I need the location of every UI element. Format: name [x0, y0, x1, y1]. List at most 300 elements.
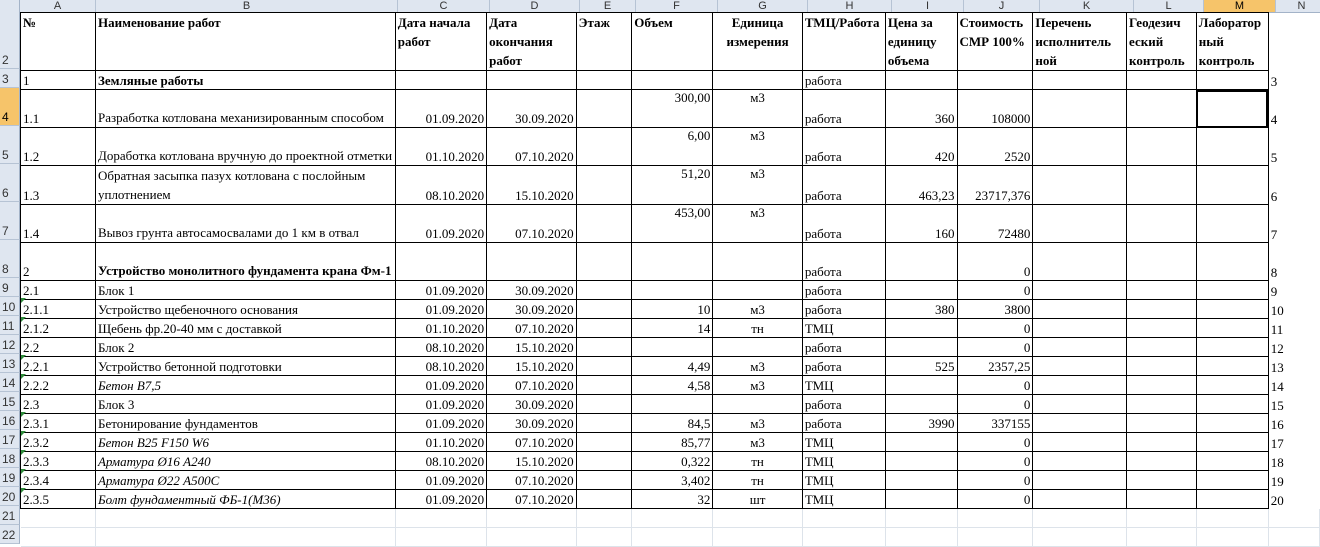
error-indicator-icon[interactable]: [21, 412, 26, 417]
cell-k[interactable]: [1033, 433, 1127, 452]
empty-cell[interactable]: [885, 528, 957, 547]
cell-i[interactable]: [885, 452, 957, 471]
cell-c[interactable]: 01.09.2020: [395, 490, 486, 509]
cell-f[interactable]: 6,00: [632, 128, 713, 166]
empty-cell[interactable]: [21, 509, 96, 528]
cell-m[interactable]: [1196, 319, 1268, 338]
error-indicator-icon[interactable]: [21, 374, 26, 379]
header-cell-l[interactable]: Геодезич еский контроль: [1127, 13, 1197, 71]
cell-n[interactable]: 7: [1270, 226, 1278, 242]
cell-h[interactable]: работа: [802, 166, 885, 205]
cell-k[interactable]: [1033, 205, 1127, 243]
cell-h[interactable]: ТМЦ: [802, 433, 885, 452]
column-header-b[interactable]: B: [96, 0, 398, 12]
cell-a[interactable]: 1.1: [21, 90, 96, 128]
column-header-a[interactable]: A: [20, 0, 96, 12]
column-header-d[interactable]: D: [490, 0, 580, 12]
cell-k[interactable]: [1033, 128, 1127, 166]
error-indicator-icon[interactable]: [21, 488, 26, 493]
empty-cell[interactable]: [1127, 528, 1197, 547]
cell-g[interactable]: м3: [713, 376, 802, 395]
cell-d[interactable]: 07.10.2020: [487, 128, 577, 166]
cell-k[interactable]: [1033, 357, 1127, 376]
cell-f[interactable]: [632, 338, 713, 357]
cell-g[interactable]: тн: [713, 471, 802, 490]
cell-b[interactable]: Блок 3: [95, 395, 395, 414]
cell-a[interactable]: 2.1: [21, 281, 96, 300]
cell-g[interactable]: [713, 395, 802, 414]
cell-h[interactable]: ТМЦ: [802, 376, 885, 395]
cell-h[interactable]: работа: [802, 338, 885, 357]
empty-cell[interactable]: [713, 509, 802, 528]
cell-b[interactable]: Земляные работы: [95, 71, 395, 90]
cell-k[interactable]: [1033, 319, 1127, 338]
cell-l[interactable]: [1127, 414, 1197, 433]
cell-b[interactable]: Разработка котлована механизированным способом: [95, 90, 395, 128]
cell-d[interactable]: 15.10.2020: [487, 357, 577, 376]
cell-a[interactable]: 2.2.2: [21, 376, 96, 395]
row-header[interactable]: [0, 506, 20, 525]
row-header[interactable]: [0, 335, 20, 354]
cell-b[interactable]: Бетон В7,5: [95, 376, 395, 395]
cell-a[interactable]: 2.3.5: [21, 490, 96, 509]
cell-h[interactable]: работа: [802, 414, 885, 433]
row-header[interactable]: [0, 69, 20, 88]
header-cell-a[interactable]: №: [21, 13, 96, 71]
cell-m[interactable]: [1196, 471, 1268, 490]
cell-l[interactable]: [1127, 71, 1197, 90]
cell-j[interactable]: 0: [957, 319, 1033, 338]
cell-m[interactable]: [1196, 205, 1268, 243]
cell-a[interactable]: 2.3: [21, 395, 96, 414]
cell-l[interactable]: [1127, 338, 1197, 357]
row-header[interactable]: [0, 278, 20, 297]
cell-k[interactable]: [1033, 90, 1127, 128]
cell-g[interactable]: [713, 243, 802, 281]
cell-e[interactable]: [576, 281, 632, 300]
cell-e[interactable]: [576, 243, 632, 281]
cell-e[interactable]: [576, 433, 632, 452]
cell-k[interactable]: [1033, 452, 1127, 471]
cell-h[interactable]: работа: [802, 281, 885, 300]
cell-g[interactable]: м3: [713, 128, 802, 166]
cell-f[interactable]: 0,322: [632, 452, 713, 471]
row-header[interactable]: [0, 126, 20, 164]
cell-d[interactable]: 30.09.2020: [487, 90, 577, 128]
error-indicator-icon[interactable]: [21, 431, 26, 436]
cell-n[interactable]: 6: [1270, 188, 1278, 204]
cell-k[interactable]: [1033, 376, 1127, 395]
cell-c[interactable]: 01.09.2020: [395, 300, 486, 319]
cell-h[interactable]: работа: [802, 395, 885, 414]
cell-f[interactable]: 51,20: [632, 166, 713, 205]
empty-cell[interactable]: [395, 528, 486, 547]
empty-cell[interactable]: [95, 528, 395, 547]
cell-m[interactable]: [1196, 452, 1268, 471]
cell-c[interactable]: 08.10.2020: [395, 357, 486, 376]
cell-h[interactable]: работа: [802, 128, 885, 166]
cell-n[interactable]: 5: [1270, 149, 1278, 165]
header-cell-d[interactable]: Дата окончания работ: [487, 13, 577, 71]
row-header[interactable]: [0, 449, 20, 468]
row-header[interactable]: [0, 468, 20, 487]
header-cell-b[interactable]: Наименование работ: [95, 13, 395, 71]
cell-c[interactable]: 01.09.2020: [395, 376, 486, 395]
cell-a[interactable]: 2.2.1: [21, 357, 96, 376]
empty-cell[interactable]: [576, 528, 632, 547]
column-header-n[interactable]: N: [1276, 0, 1320, 12]
cell-c[interactable]: 01.10.2020: [395, 319, 486, 338]
cell-a[interactable]: 1.3: [21, 166, 96, 205]
cell-n[interactable]: 18: [1270, 454, 1284, 470]
cell-e[interactable]: [576, 90, 632, 128]
cell-n[interactable]: 19: [1270, 473, 1284, 489]
cell-b[interactable]: Устройство щебеночного основания: [95, 300, 395, 319]
header-cell-j[interactable]: Стоимость СМР 100%: [957, 13, 1033, 71]
cell-c[interactable]: 01.09.2020: [395, 281, 486, 300]
cell-j[interactable]: 0: [957, 471, 1033, 490]
cell-i[interactable]: [885, 338, 957, 357]
cell-g[interactable]: м3: [713, 300, 802, 319]
cell-e[interactable]: [576, 128, 632, 166]
column-header-m[interactable]: M: [1204, 0, 1276, 12]
cell-f[interactable]: 453,00: [632, 205, 713, 243]
cell-i[interactable]: 525: [885, 357, 957, 376]
cell-a[interactable]: 2.1.1: [21, 300, 96, 319]
cell-a[interactable]: 2.3.3: [21, 452, 96, 471]
cell-b[interactable]: Бетонирование фундаментов: [95, 414, 395, 433]
cell-a[interactable]: 2.3.2: [21, 433, 96, 452]
cell-i[interactable]: 360: [885, 90, 957, 128]
cell-h[interactable]: работа: [802, 90, 885, 128]
cell-n[interactable]: 3: [1270, 73, 1278, 89]
cell-b[interactable]: Арматура Ø22 А500С: [95, 471, 395, 490]
cell-i[interactable]: 463,23: [885, 166, 957, 205]
cell-n[interactable]: 9: [1270, 283, 1278, 299]
cell-g[interactable]: тн: [713, 452, 802, 471]
cell-j[interactable]: 3800: [957, 300, 1033, 319]
cell-g[interactable]: м3: [713, 414, 802, 433]
cell-b[interactable]: Доработка котлована вручную до проектной отметки: [95, 128, 395, 166]
row-header[interactable]: [0, 202, 20, 240]
cell-a[interactable]: 2: [21, 243, 96, 281]
cell-f[interactable]: 4,49: [632, 357, 713, 376]
cell-i[interactable]: [885, 243, 957, 281]
empty-cell[interactable]: [802, 509, 885, 528]
empty-cell[interactable]: [487, 528, 577, 547]
cell-d[interactable]: 07.10.2020: [487, 433, 577, 452]
cell-j[interactable]: 0: [957, 490, 1033, 509]
empty-cell[interactable]: [1268, 509, 1319, 528]
empty-cell[interactable]: [1033, 509, 1127, 528]
cell-m[interactable]: [1196, 338, 1268, 357]
cell-d[interactable]: 30.09.2020: [487, 281, 577, 300]
cell-l[interactable]: [1127, 128, 1197, 166]
error-indicator-icon[interactable]: [21, 469, 26, 474]
cell-d[interactable]: 15.10.2020: [487, 452, 577, 471]
cell-e[interactable]: [576, 338, 632, 357]
row-header[interactable]: [0, 373, 20, 392]
cell-i[interactable]: 3990: [885, 414, 957, 433]
column-header-l[interactable]: L: [1134, 0, 1204, 12]
cell-c[interactable]: 01.09.2020: [395, 471, 486, 490]
row-header[interactable]: [0, 411, 20, 430]
cell-c[interactable]: 01.10.2020: [395, 128, 486, 166]
cell-b[interactable]: Болт фундаментный ФБ-1(М36): [95, 490, 395, 509]
cell-f[interactable]: 32: [632, 490, 713, 509]
cell-n[interactable]: 14: [1270, 378, 1284, 394]
cell-n[interactable]: 16: [1270, 416, 1284, 432]
cell-c[interactable]: 01.09.2020: [395, 395, 486, 414]
cell-f[interactable]: [632, 395, 713, 414]
cell-m[interactable]: [1196, 357, 1268, 376]
cell-k[interactable]: [1033, 71, 1127, 90]
cell-f[interactable]: 14: [632, 319, 713, 338]
cell-h[interactable]: работа: [802, 243, 885, 281]
selected-cell-m4[interactable]: [1196, 90, 1268, 128]
cell-d[interactable]: 15.10.2020: [487, 338, 577, 357]
cell-b[interactable]: Блок 2: [95, 338, 395, 357]
cell-m[interactable]: [1196, 433, 1268, 452]
cell-g[interactable]: м3: [713, 357, 802, 376]
column-header-c[interactable]: C: [398, 0, 490, 12]
cell-l[interactable]: [1127, 319, 1197, 338]
empty-cell[interactable]: [21, 528, 96, 547]
cell-n[interactable]: 17: [1270, 435, 1284, 451]
cell-d[interactable]: 07.10.2020: [487, 319, 577, 338]
cell-m[interactable]: [1196, 376, 1268, 395]
row-header[interactable]: [0, 392, 20, 411]
cell-c[interactable]: [395, 71, 486, 90]
cell-e[interactable]: [576, 205, 632, 243]
cell-d[interactable]: 30.09.2020: [487, 414, 577, 433]
empty-cell[interactable]: [885, 509, 957, 528]
empty-cell[interactable]: [576, 509, 632, 528]
cell-c[interactable]: 01.09.2020: [395, 205, 486, 243]
cell-j[interactable]: 72480: [957, 205, 1033, 243]
cell-l[interactable]: [1127, 300, 1197, 319]
cell-e[interactable]: [576, 71, 632, 90]
cell-h[interactable]: работа: [802, 357, 885, 376]
cell-e[interactable]: [576, 319, 632, 338]
cell-f[interactable]: 300,00: [632, 90, 713, 128]
cell-d[interactable]: 15.10.2020: [487, 166, 577, 205]
error-indicator-icon[interactable]: [21, 355, 26, 360]
cell-e[interactable]: [576, 376, 632, 395]
cell-g[interactable]: шт: [713, 490, 802, 509]
cell-h[interactable]: ТМЦ: [802, 490, 885, 509]
empty-cell[interactable]: [713, 528, 802, 547]
cell-m[interactable]: [1196, 166, 1268, 205]
cell-j[interactable]: 0: [957, 281, 1033, 300]
empty-cell[interactable]: [632, 528, 713, 547]
header-cell-g[interactable]: Единица измерения: [713, 13, 802, 71]
cell-a[interactable]: 1.2: [21, 128, 96, 166]
cell-n[interactable]: 11: [1270, 321, 1284, 337]
cell-e[interactable]: [576, 166, 632, 205]
cell-j[interactable]: 23717,376: [957, 166, 1033, 205]
error-indicator-icon[interactable]: [21, 298, 26, 303]
cell-g[interactable]: м3: [713, 433, 802, 452]
cell-h[interactable]: работа: [802, 300, 885, 319]
cell-i[interactable]: [885, 376, 957, 395]
cell-g[interactable]: м3: [713, 205, 802, 243]
cell-f[interactable]: 85,77: [632, 433, 713, 452]
cell-j[interactable]: 0: [957, 243, 1033, 281]
cell-i[interactable]: 380: [885, 300, 957, 319]
cell-h[interactable]: работа: [802, 205, 885, 243]
row-header[interactable]: [0, 297, 20, 316]
cell-n[interactable]: 4: [1270, 111, 1278, 127]
column-header-j[interactable]: J: [964, 0, 1040, 12]
cell-h[interactable]: ТМЦ: [802, 471, 885, 490]
empty-cell[interactable]: [1127, 509, 1197, 528]
cell-e[interactable]: [576, 471, 632, 490]
cell-g[interactable]: [713, 281, 802, 300]
cell-c[interactable]: 01.09.2020: [395, 90, 486, 128]
cell-f[interactable]: 10: [632, 300, 713, 319]
cell-d[interactable]: 07.10.2020: [487, 490, 577, 509]
cell-l[interactable]: [1127, 205, 1197, 243]
cell-g[interactable]: тн: [713, 319, 802, 338]
cell-d[interactable]: 30.09.2020: [487, 300, 577, 319]
cell-l[interactable]: [1127, 433, 1197, 452]
column-header-h[interactable]: H: [808, 0, 892, 12]
cell-c[interactable]: 01.09.2020: [395, 414, 486, 433]
empty-cell[interactable]: [1196, 528, 1268, 547]
column-header-e[interactable]: E: [580, 0, 636, 12]
cell-m[interactable]: [1196, 243, 1268, 281]
cell-k[interactable]: [1033, 338, 1127, 357]
column-header-f[interactable]: F: [636, 0, 718, 12]
cell-h[interactable]: работа: [802, 71, 885, 90]
row-header[interactable]: [0, 525, 20, 544]
cell-j[interactable]: 2520: [957, 128, 1033, 166]
cell-j[interactable]: [957, 71, 1033, 90]
cell-g[interactable]: [713, 338, 802, 357]
cell-c[interactable]: 08.10.2020: [395, 452, 486, 471]
cell-m[interactable]: [1196, 395, 1268, 414]
header-cell-f[interactable]: Объем: [632, 13, 713, 71]
cell-c[interactable]: 01.10.2020: [395, 433, 486, 452]
cell-a[interactable]: 2.3.1: [21, 414, 96, 433]
cell-b[interactable]: Щебень фр.20-40 мм с доставкой: [95, 319, 395, 338]
cell-f[interactable]: 4,58: [632, 376, 713, 395]
row-header[interactable]: [0, 164, 20, 202]
cell-k[interactable]: [1033, 471, 1127, 490]
cell-c[interactable]: [395, 243, 486, 281]
cell-d[interactable]: 30.09.2020: [487, 395, 577, 414]
cell-f[interactable]: [632, 71, 713, 90]
cell-d[interactable]: [487, 71, 577, 90]
header-cell-k[interactable]: Перечень исполнитель ной: [1033, 13, 1127, 71]
empty-cell[interactable]: [802, 528, 885, 547]
cell-m[interactable]: [1196, 414, 1268, 433]
cell-j[interactable]: 337155: [957, 414, 1033, 433]
empty-cell[interactable]: [957, 528, 1033, 547]
cell-i[interactable]: [885, 471, 957, 490]
cell-m[interactable]: [1196, 128, 1268, 166]
cell-n[interactable]: 8: [1270, 264, 1278, 280]
error-indicator-icon[interactable]: [21, 450, 26, 455]
column-header-g[interactable]: G: [718, 0, 808, 12]
cell-l[interactable]: [1127, 376, 1197, 395]
cell-a[interactable]: 2.3.4: [21, 471, 96, 490]
cell-l[interactable]: [1127, 357, 1197, 376]
cell-i[interactable]: [885, 395, 957, 414]
empty-cell[interactable]: [1268, 528, 1319, 547]
cell-i[interactable]: [885, 281, 957, 300]
cell-d[interactable]: 07.10.2020: [487, 376, 577, 395]
cell-j[interactable]: 0: [957, 452, 1033, 471]
cell-n[interactable]: 12: [1270, 340, 1284, 356]
cell-l[interactable]: [1127, 395, 1197, 414]
cell-c[interactable]: 08.10.2020: [395, 166, 486, 205]
cell-e[interactable]: [576, 414, 632, 433]
cell-i[interactable]: 420: [885, 128, 957, 166]
cell-j[interactable]: 0: [957, 338, 1033, 357]
cell-j[interactable]: 108000: [957, 90, 1033, 128]
cell-j[interactable]: 0: [957, 395, 1033, 414]
cell-h[interactable]: ТМЦ: [802, 319, 885, 338]
cell-n[interactable]: 10: [1270, 302, 1284, 318]
cell-f[interactable]: [632, 281, 713, 300]
cell-l[interactable]: [1127, 452, 1197, 471]
cell-k[interactable]: [1033, 300, 1127, 319]
cell-e[interactable]: [576, 300, 632, 319]
cell-h[interactable]: ТМЦ: [802, 452, 885, 471]
header-cell-h[interactable]: ТМЦ/Работа: [802, 13, 885, 71]
cell-i[interactable]: [885, 71, 957, 90]
cell-c[interactable]: 08.10.2020: [395, 338, 486, 357]
cell-g[interactable]: м3: [713, 90, 802, 128]
cell-i[interactable]: [885, 319, 957, 338]
cell-g[interactable]: м3: [713, 166, 802, 205]
cell-a[interactable]: 2.1.2: [21, 319, 96, 338]
cell-l[interactable]: [1127, 90, 1197, 128]
empty-cell[interactable]: [487, 509, 577, 528]
select-all-corner[interactable]: [0, 0, 20, 12]
cell-b[interactable]: Устройство монолитного фундамента крана Фм-1: [95, 243, 395, 281]
cell-k[interactable]: [1033, 414, 1127, 433]
cell-e[interactable]: [576, 452, 632, 471]
cell-m[interactable]: [1196, 490, 1268, 509]
column-header-k[interactable]: K: [1040, 0, 1134, 12]
row-header[interactable]: [0, 354, 20, 373]
cell-l[interactable]: [1127, 490, 1197, 509]
row-header[interactable]: [0, 240, 20, 278]
cell-m[interactable]: [1196, 281, 1268, 300]
cell-n[interactable]: 15: [1270, 397, 1284, 413]
empty-cell[interactable]: [1033, 528, 1127, 547]
row-header[interactable]: [0, 430, 20, 449]
cell-m[interactable]: [1196, 71, 1268, 90]
cell-j[interactable]: 0: [957, 376, 1033, 395]
cell-k[interactable]: [1033, 281, 1127, 300]
cell-k[interactable]: [1033, 166, 1127, 205]
cell-l[interactable]: [1127, 166, 1197, 205]
cell-e[interactable]: [576, 395, 632, 414]
cell-b[interactable]: Блок 1: [95, 281, 395, 300]
empty-cell[interactable]: [632, 509, 713, 528]
cell-k[interactable]: [1033, 243, 1127, 281]
row-header[interactable]: [0, 88, 20, 126]
row-header[interactable]: [0, 487, 20, 506]
empty-cell[interactable]: [957, 509, 1033, 528]
cell-l[interactable]: [1127, 471, 1197, 490]
cell-b[interactable]: Устройство бетонной подготовки: [95, 357, 395, 376]
header-cell-n[interactable]: [1268, 13, 1319, 71]
